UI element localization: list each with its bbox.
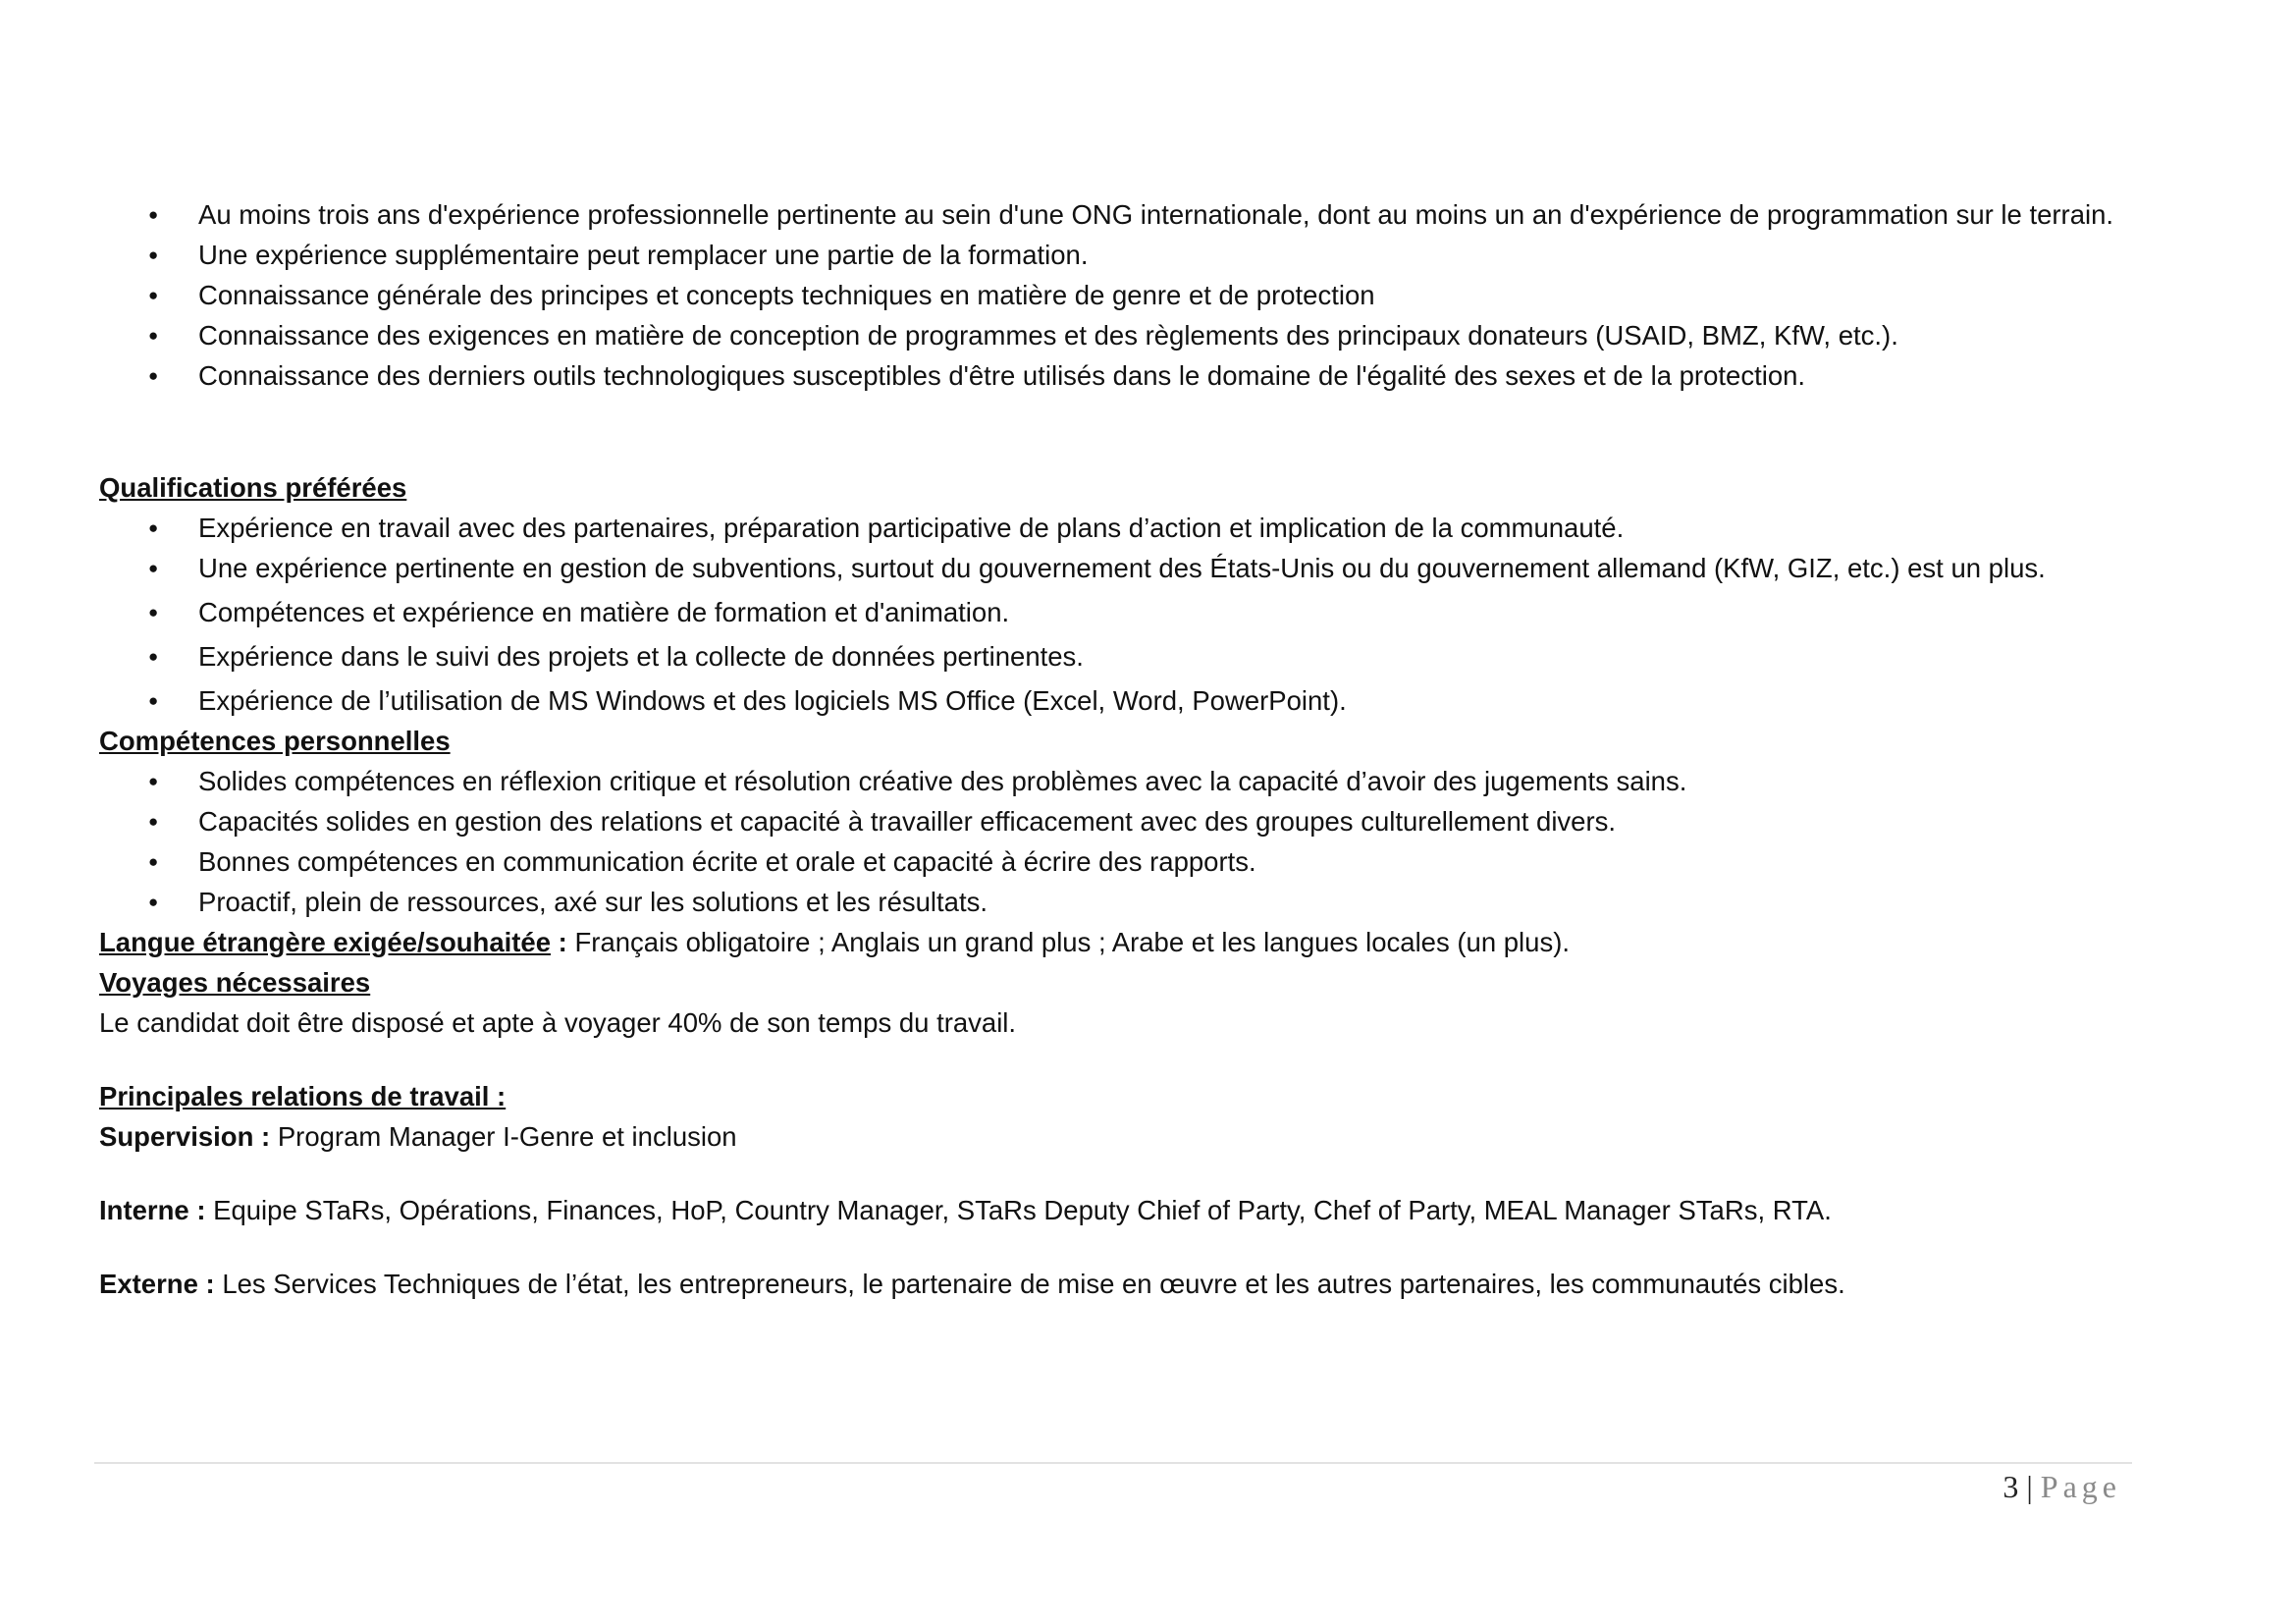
page-separator: | xyxy=(2018,1469,2041,1504)
experience-list xyxy=(99,194,2141,396)
list-item: ● Expérience de l’utilisation de MS Windows et des logiciels MS Office (Excel, Word, PowerPoint). xyxy=(99,680,2141,721)
list-item: ● Connaissance des exigences en matière de conception de programmes et des règlements des principaux donateurs (USAID, BMZ, KfW, etc.). xyxy=(99,315,2141,355)
language-text: Français obligatoire ; Anglais un grand plus ; Arabe et les langues locales (un plus). xyxy=(574,927,1570,957)
language-heading: Langue étrangère exigée/souhaitée xyxy=(99,927,552,957)
personal-skills-list xyxy=(99,761,2141,922)
external-line xyxy=(99,1264,2141,1304)
document-body xyxy=(99,194,2141,1304)
page-footer xyxy=(2002,1465,2121,1508)
travel-text: Le candidat doit être disposé et apte à voyager 40% de son temps du travail. xyxy=(99,1007,1017,1038)
list-item: ● Une expérience supplémentaire peut remplacer une partie de la formation. xyxy=(99,235,2141,275)
page-label: Page xyxy=(2040,1469,2121,1504)
list-item: ● Connaissance des derniers outils technologiques susceptibles d'être utilisés dans le domaine de l'égalité des sexes et de la protection. xyxy=(99,355,2141,396)
language-separator: : xyxy=(551,927,575,957)
section-gap xyxy=(99,1230,2141,1264)
external-label: Externe : xyxy=(99,1269,215,1299)
preferred-qualifications-heading: Qualifications préférées xyxy=(99,472,407,503)
relations-heading: Principales relations de travail : xyxy=(99,1081,507,1111)
external-text: Les Services Techniques de l’état, les entrepreneurs, le partenaire de mise en œuvre et les autres partenaires, les communautés cibles. xyxy=(214,1269,1845,1299)
internal-label: Interne : xyxy=(99,1195,206,1225)
list-item: ● Bonnes compétences en communication écrite et orale et capacité à écrire des rapports. xyxy=(99,841,2141,882)
personal-skills-heading: Compétences personnelles xyxy=(99,726,451,756)
list-item: ● Proactif, plein de ressources, axé sur les solutions et les résultats. xyxy=(99,882,2141,922)
list-item: ● Au moins trois ans d'expérience professionnelle pertinente au sein d'une ONG internationale, dont au moins un an d'expérience de programmation sur le terrain. xyxy=(99,194,2141,235)
list-item: ● Une expérience pertinente en gestion de subventions, surtout du gouvernement des États-Unis ou du gouvernement allemand (KfW, GIZ, etc.) est un plus. xyxy=(99,548,2141,588)
preferred-qualifications-list xyxy=(99,508,2141,721)
internal-line xyxy=(99,1190,2141,1230)
section-gap xyxy=(99,1043,2141,1076)
list-item: ● Expérience dans le suivi des projets et la collecte de données pertinentes. xyxy=(99,636,2141,677)
list-item: ● Connaissance générale des principes et concepts techniques en matière de genre et de protection xyxy=(99,275,2141,315)
list-item: ● Solides compétences en réflexion critique et résolution créative des problèmes avec la capacité d’avoir des jugements sains. xyxy=(99,761,2141,801)
supervision-label: Supervision : xyxy=(99,1121,271,1152)
footer-divider xyxy=(94,1462,2132,1464)
list-item: ● Capacités solides en gestion des relations et capacité à travailler efficacement avec des groupes culturellement divers. xyxy=(99,801,2141,841)
language-line xyxy=(99,922,2141,962)
page-number: 3 xyxy=(2002,1469,2019,1504)
supervision-text: Program Manager I-Genre et inclusion xyxy=(270,1121,737,1152)
internal-text: Equipe STaRs, Opérations, Finances, HoP, Country Manager, STaRs Deputy Chief of Party, Chef of Party, MEAL Manager STaRs, RTA. xyxy=(205,1195,1832,1225)
section-gap xyxy=(99,396,2141,467)
travel-heading: Voyages nécessaires xyxy=(99,967,371,998)
list-item: ● Compétences et expérience en matière de formation et d'animation. xyxy=(99,592,2141,632)
list-item: ● Expérience en travail avec des partenaires, préparation participative de plans d’action et implication de la communauté. xyxy=(99,508,2141,548)
section-gap xyxy=(99,1157,2141,1190)
supervision-line xyxy=(99,1116,2141,1157)
